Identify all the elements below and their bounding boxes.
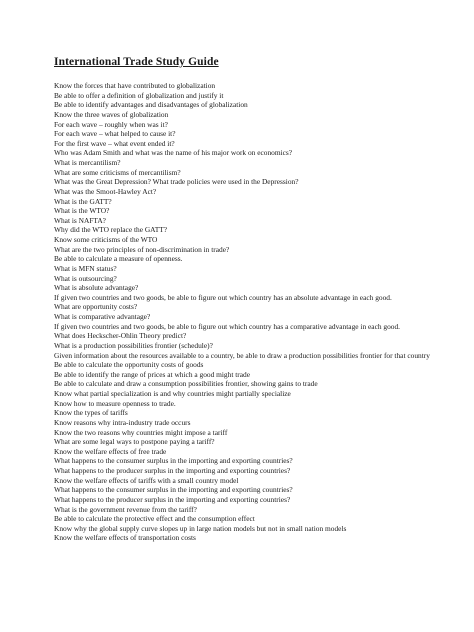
- study-guide-line: Be able to calculate a measure of openness.: [54, 254, 183, 264]
- study-guide-line: For each wave – roughly when was it?: [54, 119, 168, 129]
- study-guide-line: Why did the WTO replace the GATT?: [54, 225, 168, 235]
- study-guide-line: What are the two principles of non-discrimination in trade?: [54, 244, 230, 254]
- study-guide-line: What was the Smoot-Hawley Act?: [54, 186, 157, 196]
- study-guide-line: What is a production possibilities frontier (schedule)?: [54, 340, 213, 350]
- study-guide-line: Know how to measure openness to trade.: [54, 398, 176, 408]
- study-guide-line: Be able to identify the range of prices at which a good might trade: [54, 369, 250, 379]
- study-guide-line: Know the three waves of globalization: [54, 109, 169, 119]
- study-guide-line: Be able to calculate and draw a consumption possibilities frontier, showing gains to trade: [54, 379, 318, 389]
- study-guide-line: Be able to offer a definition of globalization and justify it: [54, 90, 224, 100]
- study-guide-line: Know the welfare effects of tariffs with a small country model: [54, 475, 239, 485]
- study-guide-line: If given two countries and two goods, be able to figure out which country has a comparative advantage in each good.: [54, 321, 401, 331]
- study-guide-line: What are opportunity costs?: [54, 302, 138, 312]
- study-guide-list: [54, 81, 466, 543]
- study-guide-line: What does Heckscher-Ohlin Theory predict?: [54, 331, 187, 341]
- study-guide-line: For the first wave – what event ended it?: [54, 138, 175, 148]
- document-title: International Trade Study Guide: [54, 56, 219, 68]
- study-guide-line: What is the government revenue from the tariff?: [54, 504, 197, 514]
- study-guide-line: Know why the global supply curve slopes up in large nation models but not in small nation models: [54, 523, 347, 533]
- study-guide-line: What is mercantilism?: [54, 158, 121, 167]
- study-guide-line: What is the WTO?: [54, 206, 110, 216]
- study-guide-line: Know the two reasons why countries might impose a tariff: [54, 427, 228, 437]
- study-guide-line: Know the forces that have contributed to globalization: [54, 81, 216, 90]
- study-guide-line: What are some criticisms of mercantilism?: [54, 167, 181, 177]
- study-guide-line: For each wave – what helped to cause it?: [54, 129, 176, 139]
- study-guide-line: What happens to the consumer surplus in the importing and exporting countries?: [54, 485, 293, 495]
- study-guide-line: Know the types of tariffs: [54, 408, 128, 418]
- study-guide-line: Know the welfare effects of transportation costs: [54, 533, 196, 543]
- study-guide-line: Know the welfare effects of free trade: [54, 446, 167, 456]
- study-guide-line: Given information about the resources available to a country, be able to draw a production possibilities frontier for that country: [54, 350, 430, 360]
- study-guide-line: What is NAFTA?: [54, 215, 106, 225]
- study-guide-line: Who was Adam Smith and what was the name of his major work on economics?: [54, 148, 293, 158]
- study-guide-line: What is comparative advantage?: [54, 312, 151, 321]
- study-guide-line: If given two countries and two goods, be able to figure out which country has an absolute advantage in each good.: [54, 292, 392, 302]
- study-guide-line: What are some legal ways to postpone paying a tariff?: [54, 437, 215, 447]
- study-guide-line: What was the Great Depression? What trade policies were used in the Depression?: [54, 177, 299, 187]
- study-guide-line: What is MFN status?: [54, 263, 117, 273]
- study-guide-line: Know what partial specialization is and why countries might partially specialize: [54, 389, 291, 398]
- study-guide-line: What is absolute advantage?: [54, 283, 139, 293]
- study-guide-line: Be able to identify advantages and disadvantages of globalization: [54, 100, 248, 110]
- study-guide-line: Know reasons why intra-industry trade occurs: [54, 417, 191, 427]
- study-guide-line: Know some criticisms of the WTO: [54, 235, 158, 244]
- study-guide-line: What happens to the consumer surplus in the importing and exporting countries?: [54, 456, 293, 466]
- study-guide-line: Be able to calculate the protective effect and the consumption effect: [54, 514, 255, 524]
- document-page: [54, 55, 466, 543]
- study-guide-line: What is outsourcing?: [54, 273, 117, 283]
- study-guide-line: What happens to the producer surplus in the importing and exporting countries?: [54, 494, 291, 504]
- study-guide-line: What happens to the producer surplus in the importing and exporting countries?: [54, 466, 291, 475]
- study-guide-line: Be able to calculate the opportunity costs of goods: [54, 360, 204, 370]
- study-guide-line: What is the GATT?: [54, 196, 112, 206]
